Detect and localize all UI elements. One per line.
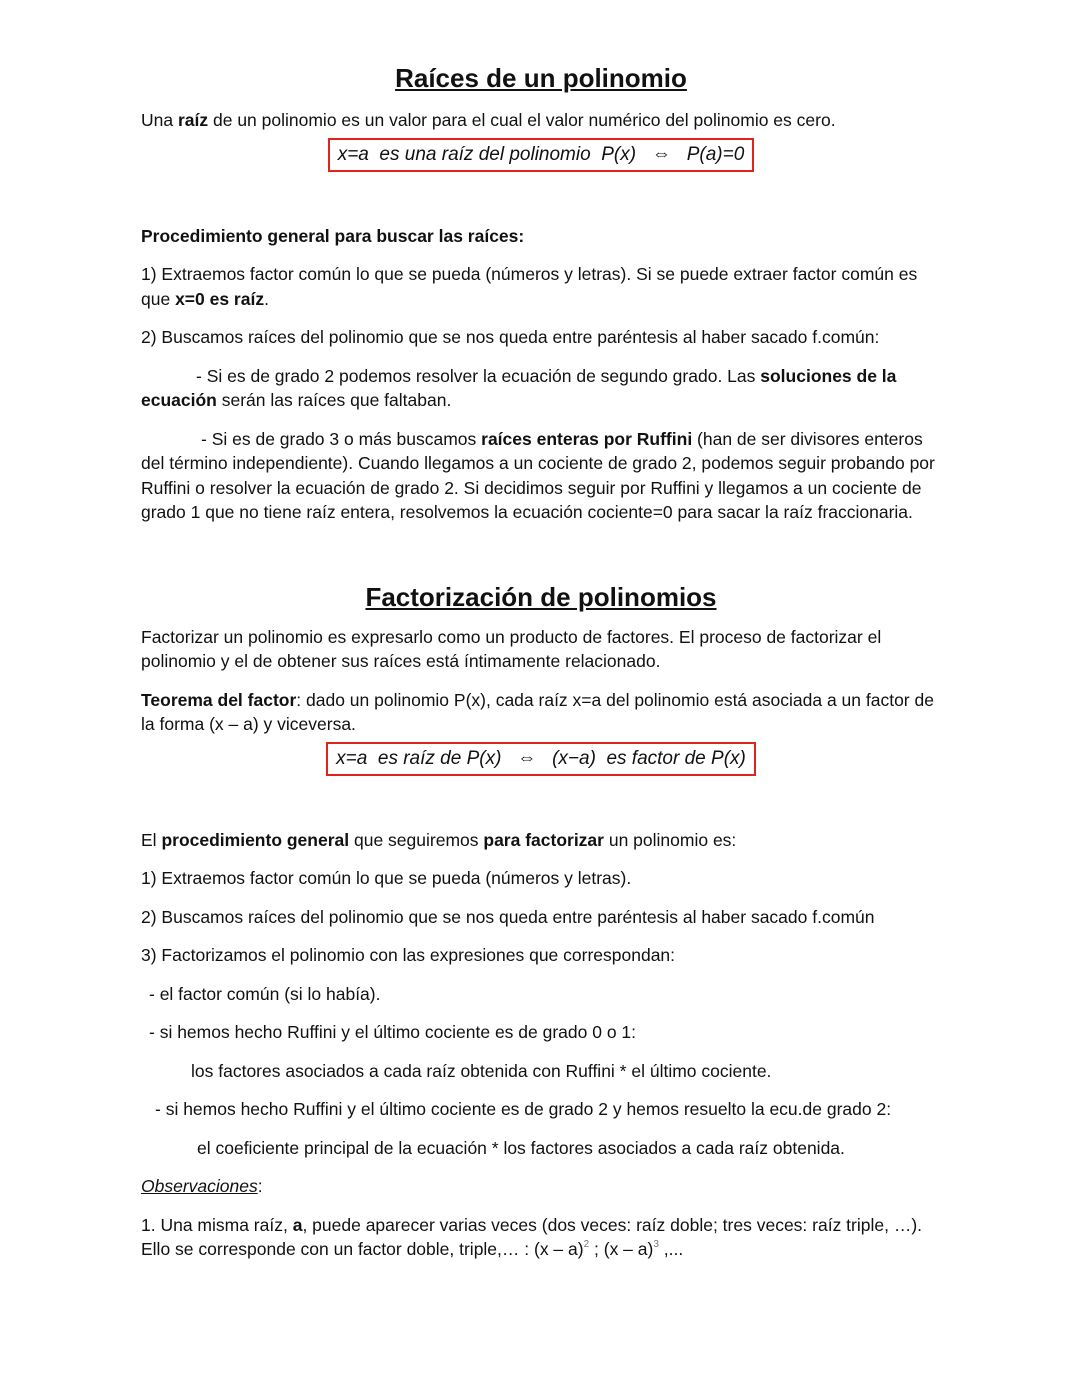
- factor-step-3: 3) Factorizamos el polinomio con las expresiones que correspondan:: [141, 945, 676, 965]
- factor-step-1: 1) Extraemos factor común lo que se pueda (números y letras).: [141, 868, 632, 888]
- factor-step-2: 2) Buscamos raíces del polinomio que se nos queda entre paréntesis al haber sacado f.común: [141, 906, 875, 927]
- definition-paragraph: Una raíz de un polinomio es un valor para el cual el valor numérico del polinomio es cero.: [141, 110, 836, 130]
- factor-bullet-ruffini-2-detail: el coeficiente principal de la ecuación * los factores asociados a cada raíz obtenida.: [197, 1137, 845, 1158]
- root-formula: x=a es una raíz del polinomio P(x) ⇔ P(a)=0: [328, 138, 755, 172]
- factor-bullet-ruffini-2: - si hemos hecho Ruffini y el último cociente es de grado 2 y hemos resuelto la ecu.de grado 2:: [155, 1099, 892, 1119]
- factor-formula-box: [141, 742, 941, 776]
- root-formula-box: [141, 138, 941, 172]
- roots-step-1: 1) Extraemos factor común lo que se pueda (números y letras). Si se puede extraer factor común es que x=0 es raíz.: [141, 264, 918, 309]
- factorization-intro: Factorizar un polinomio es expresarlo como un producto de factores. El proceso de factorizar el polinomio y el de obtener sus raíces está íntimamente relacionado.: [141, 626, 882, 671]
- factor-formula: x=a es raíz de P(x) ⇔ (x−a) es factor de P(x): [326, 742, 756, 776]
- factor-theorem: Teorema del factor: dado un polinomio P(x), cada raíz x=a del polinomio está asociada a un factor de la forma (x – a) y viceversa.: [141, 689, 934, 734]
- roots-step-2: 2) Buscamos raíces del polinomio que se nos queda entre paréntesis al haber sacado f.común:: [141, 327, 880, 347]
- procedure-heading: Procedimiento general para buscar las raíces:: [141, 225, 525, 246]
- observation-1: 1. Una misma raíz, a, puede aparecer varias veces (dos veces: raíz doble; tres veces: raíz triple, …). Ello se corresponde con un factor doble, triple,… : (x – a)$^2$ ; (x – a)$^3$ ,...: [141, 1214, 923, 1259]
- document-page: [141, 58, 941, 1262]
- factor-bullet-ruffini-01: - si hemos hecho Ruffini y el último cociente es de grado 0 o 1:: [149, 1022, 637, 1042]
- roots-substep-grade-3: - Si es de grado 3 o más buscamos raíces enteras por Ruffini (han de ser divisores enteros del término independiente). Cuando llegamos a un cociente de grado 2, podemos seguir probando por Ruffini o resolver la ecuación de grado 2. Si decidimos seguir por Ruffini y llegamos a un cociente de grado 1 que no tiene raíz entera, resolvemos la ecuación cociente=0 para sacar la raíz fraccionaria.: [141, 428, 935, 522]
- roots-substep-grade-2: - Si es de grado 2 podemos resolver la ecuación de segundo grado. Las soluciones de la ecuación serán las raíces que faltaban.: [141, 365, 897, 410]
- factor-bullet-ruffini-01-detail: los factores asociados a cada raíz obtenida con Ruffini * el último cociente.: [191, 1060, 772, 1081]
- factorization-procedure-intro: El procedimiento general que seguiremos para factorizar un polinomio es:: [141, 829, 737, 850]
- observations-heading: Observaciones:: [141, 1176, 263, 1196]
- section-title-raices: Raíces de un polinomio: [395, 63, 687, 93]
- section-title-factorizacion: Factorización de polinomios: [365, 581, 717, 612]
- factor-bullet-common: - el factor común (si lo había).: [149, 983, 381, 1004]
